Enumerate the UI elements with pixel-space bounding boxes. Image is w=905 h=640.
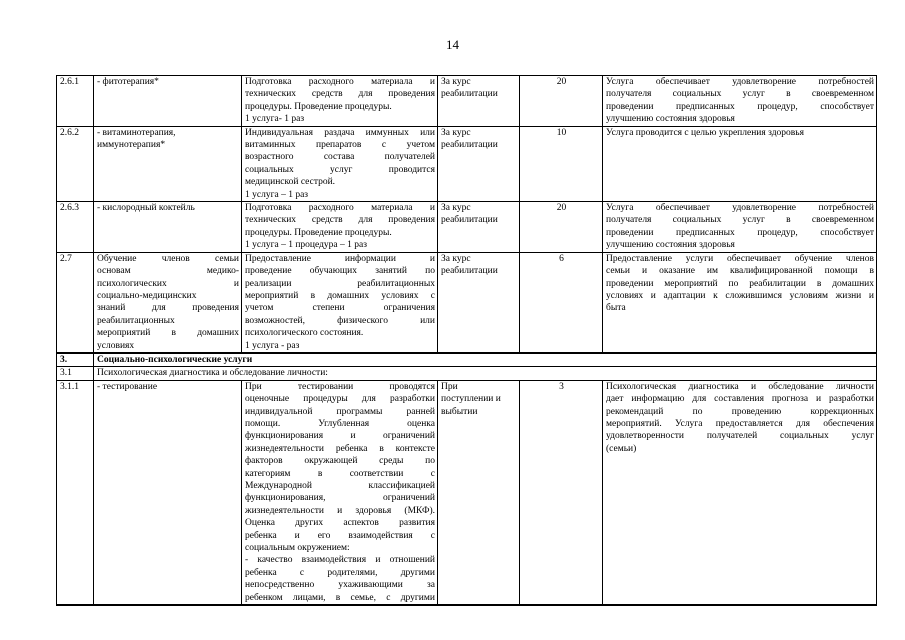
text-line: условиях [97,340,135,351]
text-line: семьи и оказание им квалифицированной помощи в [606,266,874,277]
text-line: 1 услуга - раз [245,340,300,351]
text-line: ребенка с родителями, другими [245,567,435,578]
item-number: 2.6.3 [57,202,94,253]
text-line: Обучение членов семьи [97,253,239,264]
text-line: Индивидуальная раздача иммунных или [245,127,435,138]
text-line: проведении мероприятий по реабилитации в домашних [606,278,874,289]
item-number: 2.6.2 [57,126,94,201]
text-line: социально-медицинских [97,290,197,301]
subsection-title: Психологическая диагностика и обследование личности: [94,367,877,380]
text-line: быта [606,303,626,314]
text-line: ребенка и его взаимодействия с [245,530,435,541]
text-line: При [441,381,458,392]
subsection-number: 3.1 [57,367,94,380]
text-line: технических средств для проведения [245,89,435,100]
quality-indicator [603,252,877,353]
service-content [242,252,438,353]
text-line: Международной классификацией [245,481,435,491]
text-line: знаний для проведения [97,303,239,314]
table-row [57,126,877,201]
text-line: Предоставление услуги обеспечивает обучение членов [606,253,874,264]
quality-indicator [603,76,877,127]
item-number: 2.7 [57,252,94,353]
text-line: Психологическая диагностика и обследование личности [606,381,874,392]
service-content [242,76,438,127]
text-line: оценочные процедуры для разработки [245,394,435,405]
text-line: проведении предписанных процедур, способствует [606,101,874,112]
table-row [57,252,877,353]
text-line: жизнедеятельности и здоровья (МКФ). [245,505,435,516]
text-line: жизнедеятельности ребенка в контексте [245,443,435,454]
table-row [57,202,877,253]
service-volume: 20 [520,202,603,253]
text-line: дает информацию для составления прогноза и разработки [606,394,874,405]
text-line: мероприятий. Услуга предоставляется для обеспечения [606,418,874,429]
text-line: социальных услуг проводится [245,164,435,175]
service-content [242,126,438,201]
service-volume: 3 [520,380,603,605]
text-line: возрастного состава получателей [245,152,435,163]
subsection-heading-row [57,367,877,380]
text-line: Подготовка расходного материала и [245,203,435,214]
text-line: учетом степени ограничения [245,303,435,314]
text-line: поступлении и [441,394,501,405]
section-title: Социально-психологические услуги [94,353,877,367]
services-table [56,75,877,606]
service-name [94,252,242,353]
text-line: удовлетворенности получателей социальных услуг [606,431,874,442]
text-line: получателя социальных услуг в своевременном [606,89,874,100]
text-line: улучшению состояния здоровья [606,240,735,251]
text-line: улучшению состояния здоровья [606,114,735,125]
text-line: психологических и [97,278,239,289]
service-period: За курс реабилитации [438,126,520,201]
service-period: За курс реабилитации [438,76,520,127]
item-number: 2.6.1 [57,76,94,127]
service-period: За курс реабилитации [438,252,520,353]
text-line: медицинской сестрой. [245,177,336,188]
text-line: Услуга обеспечивает удовлетворение потребностей [606,77,874,87]
text-line: функционирования, ограничений [245,493,435,504]
text-line: При тестировании проводятся [245,381,435,392]
text-line: технических средств для проведения [245,215,435,226]
text-line: индивидуальной программы ранней [245,406,435,417]
service-name [94,126,242,201]
text-line: проведении предписанных процедур, способствует [606,227,874,238]
text-line: реабилитационных [97,315,175,326]
page-number: 14 [446,37,459,52]
text-line: (семьи) [606,443,637,454]
text-line: факторов окружающей среды по [245,456,435,467]
text-line: Услуга обеспечивает удовлетворение потребностей [606,203,874,214]
text-line: - качество взаимодействия и отношений [245,555,435,566]
text-line: - витаминотерапия, [97,127,176,138]
service-name: - кислородный коктейль [94,202,242,253]
text-line: мероприятий в домашних условиях с [245,290,435,301]
text-line: реализации реабилитационных [245,278,435,289]
text-line: социальным окружением: [245,543,350,554]
service-period: За курс реабилитации [438,202,520,253]
text-line: непосредственно ухаживающими за [245,580,435,591]
text-line: 1 услуга- 1 раз [245,114,305,125]
text-line: Услуга проводится с целью укрепления здоровья [606,127,804,138]
service-content [242,380,438,605]
service-volume: 6 [520,252,603,353]
service-volume: 10 [520,126,603,201]
text-line: иммунотерапия* [97,140,166,151]
text-line: процедуры. Проведение процедуры. [245,101,392,112]
quality-indicator [603,126,877,201]
text-line: проведение обучающих занятий по [245,266,435,277]
text-line: выбытии [441,406,478,417]
table-row [57,380,877,605]
section-heading-row [57,353,877,367]
quality-indicator [603,380,877,605]
table-row [57,76,877,127]
service-content [242,202,438,253]
text-line: 1 услуга – 1 процедура – 1 раз [245,240,367,251]
text-line: основам медико- [97,266,239,277]
section-number: 3. [57,353,94,367]
text-line: 1 услуга – 1 раз [245,189,309,200]
service-volume: 20 [520,76,603,127]
text-line: получателя социальных услуг в своевременном [606,215,874,226]
text-line: процедуры. Проведение процедуры. [245,227,392,238]
text-line: мероприятий в домашних [97,328,239,339]
service-name: - тестирование [94,380,242,605]
item-number: 3.1.1 [57,380,94,605]
text-line: ребенком лицами, в семье, с другими [245,592,435,603]
text-line: Оценка других аспектов развития [245,518,435,529]
text-line: условиях и адаптации к сложившимся условиям жизни и [606,290,874,301]
text-line: рекомендаций по проведению коррекционных [606,406,874,417]
text-line: психологического состояния. [245,328,364,339]
service-name: - фитотерапия* [94,76,242,127]
text-line: Предоставление информации и [245,253,435,264]
text-line: возможностей, физического или [245,315,435,326]
text-line: помощи. Углубленная оценка [245,418,435,429]
text-line: функционирования и ограничений [245,431,435,442]
quality-indicator [603,202,877,253]
service-period [438,380,520,605]
text-line: Подготовка расходного материала и [245,77,435,87]
text-line: категориям в соответствии с [245,468,435,479]
text-line: витаминных препаратов с учетом [245,140,435,151]
